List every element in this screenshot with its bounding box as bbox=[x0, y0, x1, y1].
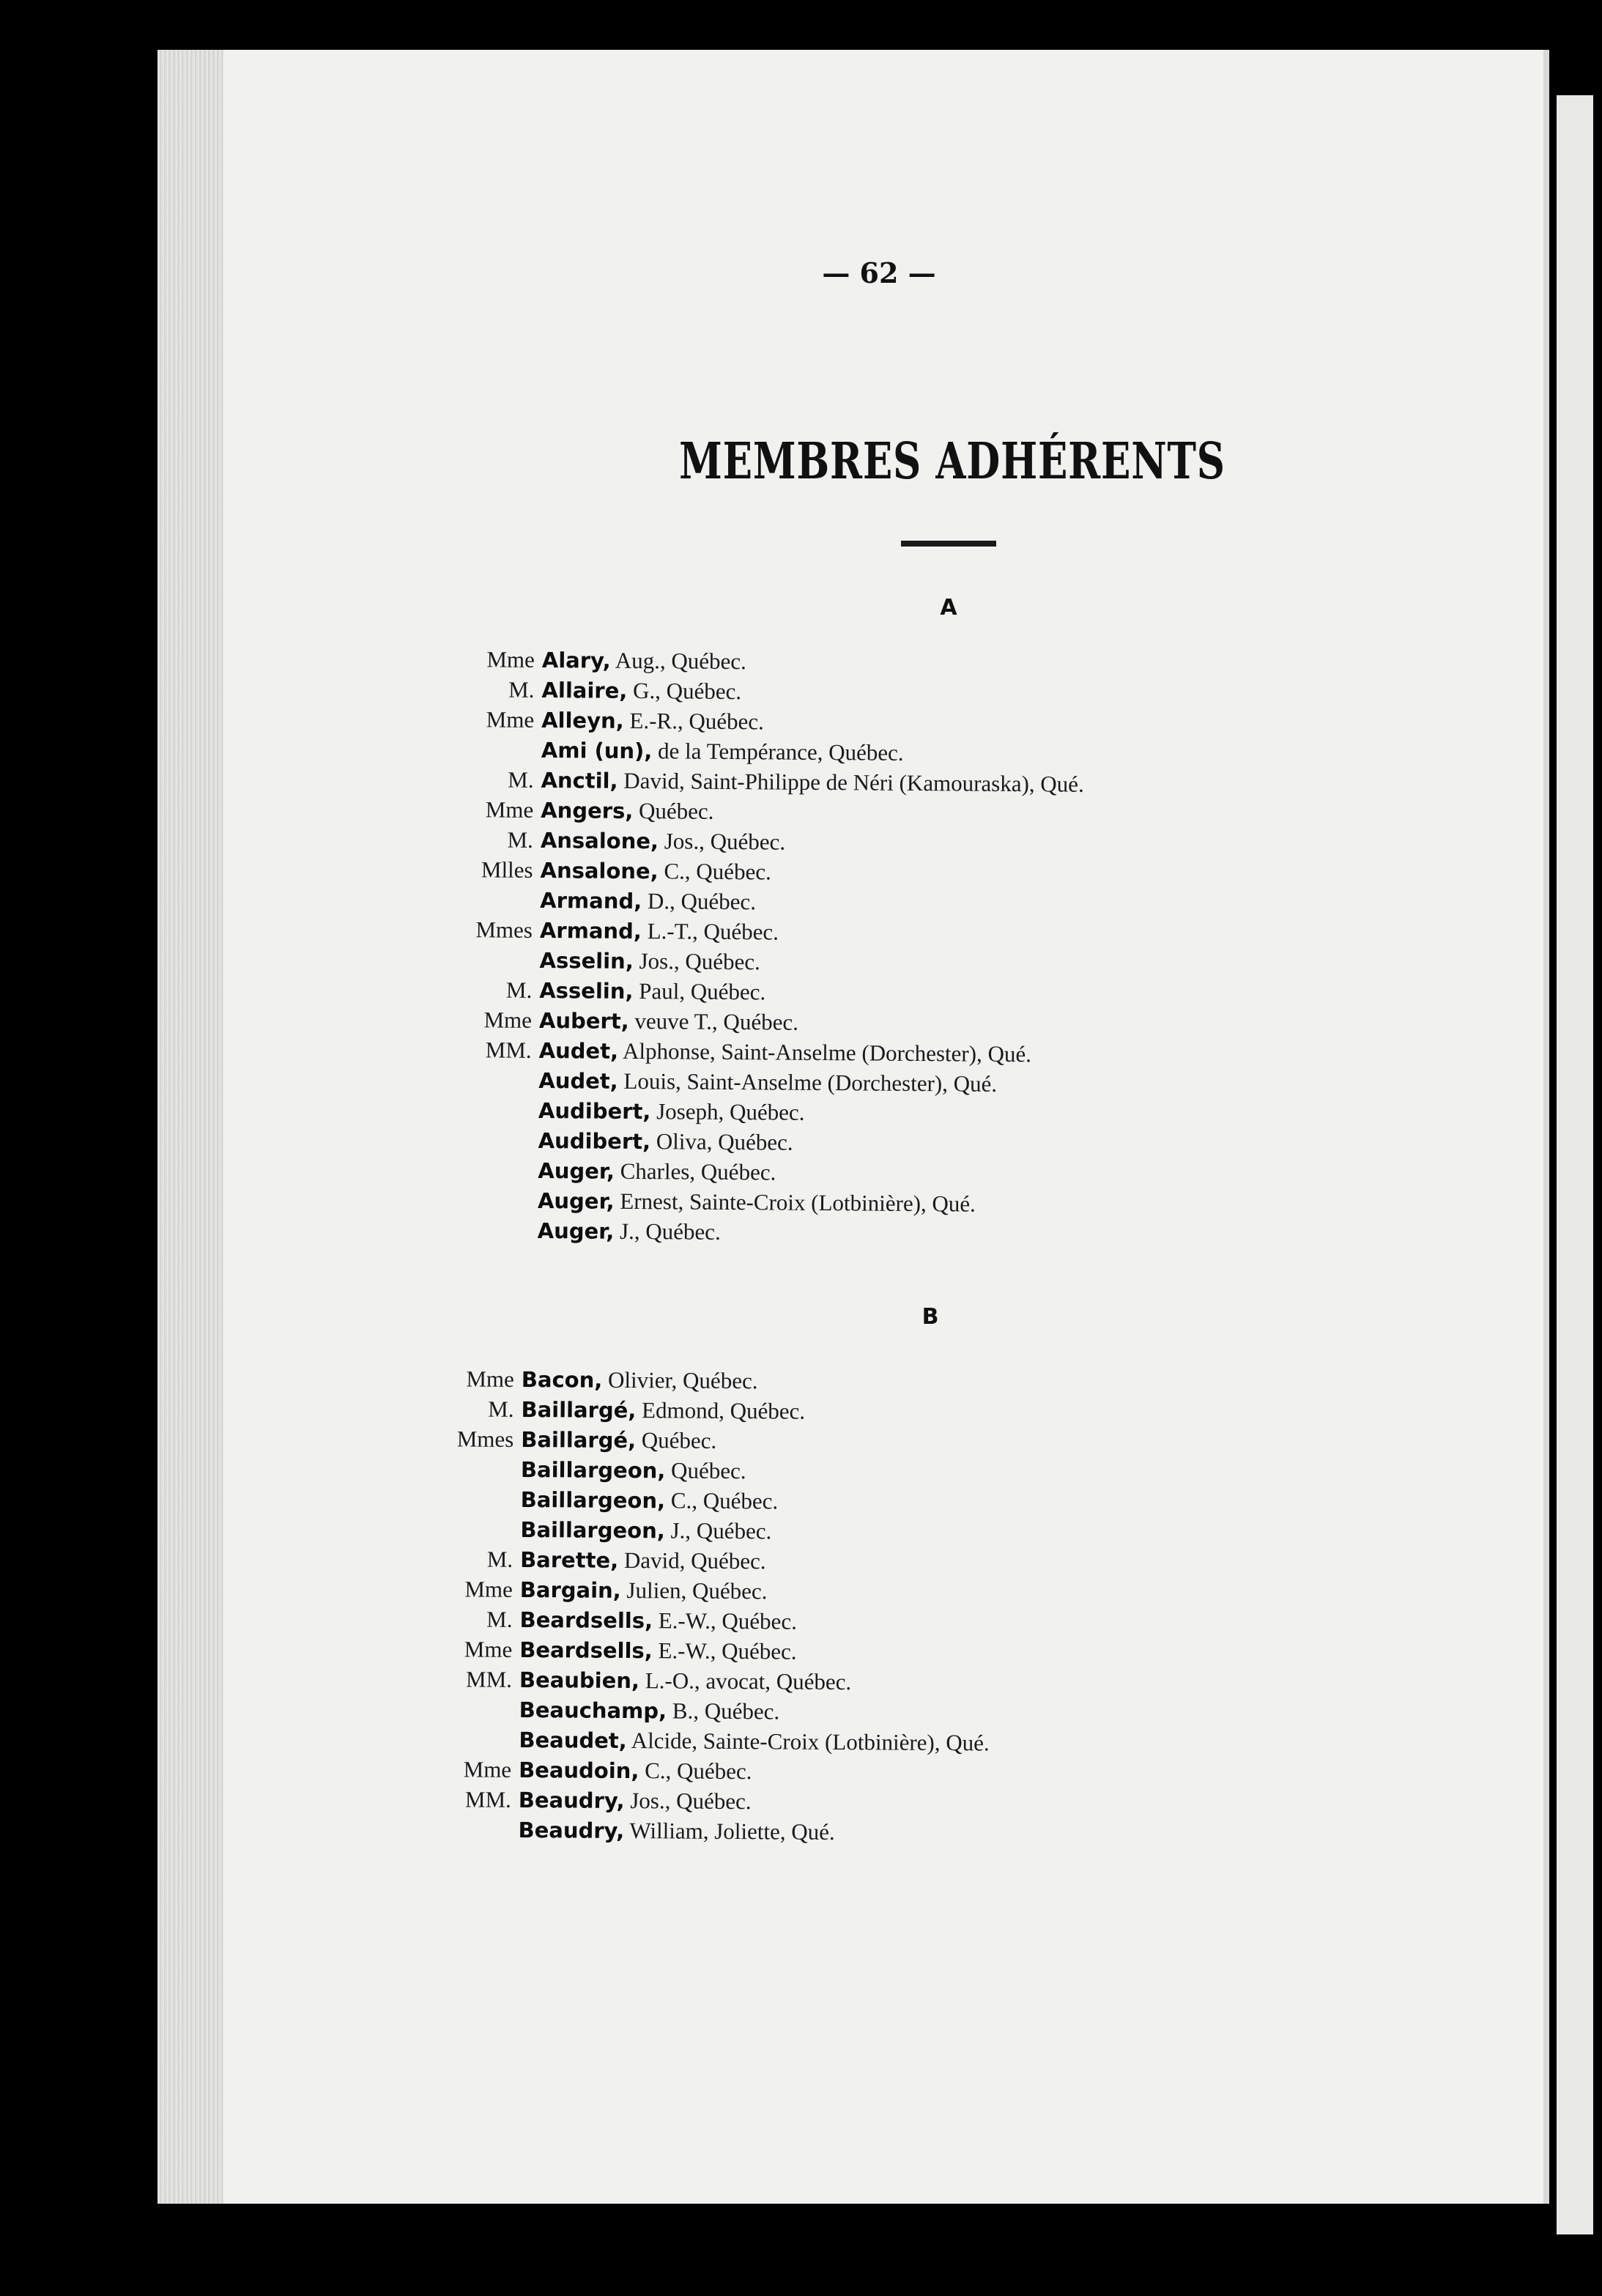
heading-rule bbox=[901, 541, 996, 547]
member-title: M. bbox=[488, 1396, 514, 1422]
member-surname: Bacon, bbox=[521, 1366, 603, 1393]
member-details: Québec. bbox=[635, 1427, 717, 1453]
page-heading: MEMBRES ADHÉRENTS bbox=[679, 432, 1225, 491]
member-entry bbox=[456, 1424, 992, 1457]
member-entry bbox=[538, 1095, 1082, 1130]
member-details: David, Saint-Philippe de Néri (Kamouraska), Qué. bbox=[618, 767, 1084, 797]
member-details: C., Québec. bbox=[658, 858, 771, 885]
member-details: Olivier, Québec. bbox=[602, 1366, 758, 1394]
member-entry bbox=[486, 1604, 990, 1637]
member-surname: Armand, bbox=[540, 887, 642, 914]
member-surname: Baillargeon, bbox=[520, 1456, 666, 1484]
member-surname: Aubert, bbox=[538, 1007, 629, 1034]
member-details: C., Québec. bbox=[639, 1758, 752, 1785]
member-title: M. bbox=[507, 826, 534, 853]
member-details: Alphonse, Saint-Anselme (Dorchester), Qué. bbox=[618, 1037, 1032, 1067]
member-entry bbox=[538, 1185, 1081, 1220]
member-title: Mme bbox=[483, 1007, 533, 1033]
member-title: M. bbox=[486, 1606, 513, 1632]
member-details: Julien, Québec. bbox=[620, 1577, 768, 1604]
member-details: Louis, Saint-Anselme (Dorchester), Qué. bbox=[618, 1067, 998, 1097]
member-surname: Ansalone, bbox=[540, 827, 659, 854]
member-entry bbox=[518, 1815, 989, 1848]
member-entry bbox=[466, 1364, 993, 1397]
member-entry bbox=[481, 855, 1083, 889]
member-entry bbox=[483, 1005, 1083, 1040]
member-title: M. bbox=[508, 676, 535, 703]
member-entry bbox=[538, 1125, 1082, 1160]
member-details: J., Québec. bbox=[664, 1517, 772, 1544]
member-details: E.-W., Québec. bbox=[652, 1637, 797, 1664]
member-surname: Audet, bbox=[538, 1067, 618, 1094]
member-details: G., Québec. bbox=[627, 677, 742, 705]
member-entry bbox=[486, 1544, 991, 1577]
member-surname: Auger, bbox=[538, 1158, 615, 1184]
member-details: Oliva, Québec. bbox=[650, 1128, 793, 1155]
member-details: E.-W., Québec. bbox=[652, 1607, 798, 1634]
member-details: Alcide, Sainte-Croix (Lotbinière), Qué. bbox=[626, 1727, 990, 1756]
member-title: Mme bbox=[464, 1636, 513, 1662]
member-details: D., Québec. bbox=[642, 888, 757, 915]
member-surname: Asselin, bbox=[539, 947, 634, 974]
member-surname: Audibert, bbox=[538, 1127, 651, 1155]
member-title: Mme bbox=[463, 1756, 512, 1782]
member-surname: Auger, bbox=[537, 1188, 615, 1214]
member-details: Joseph, Québec. bbox=[650, 1098, 805, 1125]
member-entry bbox=[520, 1514, 991, 1547]
member-surname: Beaudry, bbox=[518, 1817, 625, 1843]
page-binding-edge bbox=[157, 50, 223, 2204]
member-details: Aug., Québec. bbox=[610, 647, 746, 675]
member-entry bbox=[507, 825, 1084, 859]
member-entry bbox=[488, 1394, 992, 1427]
member-entry bbox=[519, 1695, 990, 1727]
member-entry bbox=[486, 705, 1085, 739]
member-surname: Audet, bbox=[538, 1037, 619, 1064]
member-entry bbox=[519, 1725, 990, 1758]
member-title: M. bbox=[486, 1546, 513, 1572]
member-surname: Beardsells, bbox=[519, 1637, 653, 1664]
member-details: William, Joliette, Qué. bbox=[624, 1817, 835, 1845]
member-list-a bbox=[475, 645, 1086, 1250]
member-entry bbox=[486, 645, 1086, 679]
member-title: MM. bbox=[465, 1666, 513, 1692]
member-surname: Baillargé, bbox=[521, 1396, 637, 1423]
member-details: David, Québec. bbox=[618, 1547, 766, 1574]
member-details: C., Québec. bbox=[664, 1487, 779, 1514]
member-surname: Baillargeon, bbox=[520, 1486, 666, 1514]
member-details: Jos., Québec. bbox=[624, 1787, 752, 1815]
member-surname: Ansalone, bbox=[540, 857, 659, 884]
member-details: de la Tempérance, Québec. bbox=[652, 738, 904, 766]
member-details: Edmond, Québec. bbox=[636, 1397, 806, 1424]
section-letter-a: A bbox=[940, 595, 957, 621]
member-surname: Baillargeon, bbox=[520, 1517, 665, 1544]
member-details: Paul, Québec. bbox=[633, 977, 766, 1005]
page-edge bbox=[1543, 50, 1549, 2204]
member-surname: Anctil, bbox=[541, 767, 618, 793]
member-title: M. bbox=[508, 766, 534, 793]
member-entry bbox=[464, 1634, 990, 1667]
member-entry bbox=[465, 1664, 990, 1697]
member-surname: Asselin, bbox=[539, 977, 634, 1004]
member-surname: Beaudry, bbox=[518, 1787, 625, 1813]
member-title: Mme bbox=[485, 796, 534, 823]
member-details: Ernest, Sainte-Croix (Lotbinière), Qué. bbox=[614, 1188, 976, 1217]
member-surname: Beaudoin, bbox=[519, 1757, 639, 1784]
member-title: Mmes bbox=[475, 916, 533, 943]
member-details: L.-T., Québec. bbox=[641, 918, 779, 945]
member-entry bbox=[464, 1574, 991, 1607]
member-details: Québec. bbox=[665, 1457, 746, 1484]
member-surname: Angers, bbox=[541, 797, 634, 823]
member-surname: Allaire, bbox=[541, 677, 628, 703]
member-surname: Beardsells, bbox=[519, 1607, 653, 1634]
member-title: Mmes bbox=[456, 1426, 514, 1452]
member-list-b bbox=[456, 1364, 992, 1848]
member-entry bbox=[538, 1215, 1081, 1250]
page-number: — 62 — bbox=[822, 256, 936, 289]
member-surname: Bargain, bbox=[519, 1577, 621, 1603]
member-title: Mlles bbox=[481, 856, 533, 883]
member-surname: Beaudet, bbox=[519, 1727, 627, 1754]
member-details: J., Québec. bbox=[614, 1218, 721, 1245]
member-surname: Audibert, bbox=[538, 1097, 651, 1125]
member-entry bbox=[485, 1035, 1082, 1070]
member-entry bbox=[464, 1785, 990, 1818]
member-details: L.-O., avocat, Québec. bbox=[639, 1667, 852, 1695]
member-title: Mme bbox=[464, 1576, 513, 1602]
member-entry bbox=[521, 1484, 992, 1517]
member-title: MM. bbox=[485, 1037, 532, 1063]
section-letter-b: B bbox=[921, 1304, 939, 1330]
member-surname: Armand, bbox=[539, 917, 642, 944]
member-title: Mme bbox=[466, 1366, 514, 1392]
member-details: Québec. bbox=[633, 797, 714, 824]
member-details: Jos., Québec. bbox=[633, 947, 760, 975]
member-details: B., Québec. bbox=[666, 1697, 780, 1725]
member-surname: Auger, bbox=[537, 1218, 615, 1244]
member-entry bbox=[508, 765, 1084, 799]
member-title: MM. bbox=[464, 1786, 511, 1812]
member-title: M. bbox=[505, 977, 533, 1003]
member-surname: Beauchamp, bbox=[519, 1697, 667, 1724]
member-details: veuve T., Québec. bbox=[628, 1007, 799, 1035]
member-entry bbox=[539, 945, 1083, 979]
member-entry bbox=[540, 885, 1083, 919]
member-surname: Barette, bbox=[520, 1547, 619, 1573]
member-details: E.-R., Québec. bbox=[623, 707, 764, 735]
member-entry bbox=[485, 795, 1084, 829]
facing-page-edge bbox=[1557, 95, 1593, 2234]
member-entry bbox=[538, 1065, 1082, 1100]
member-surname: Ami (un), bbox=[541, 737, 653, 764]
member-surname: Baillargé, bbox=[521, 1426, 637, 1453]
member-entry bbox=[538, 1155, 1081, 1190]
member-entry bbox=[463, 1755, 990, 1788]
member-title: Mme bbox=[486, 646, 535, 673]
member-surname: Beaubien, bbox=[519, 1667, 640, 1694]
member-entry bbox=[475, 915, 1083, 949]
member-title: Mme bbox=[486, 706, 535, 733]
member-entry bbox=[505, 975, 1083, 1010]
member-details: Jos., Québec. bbox=[658, 828, 786, 855]
member-surname: Alary, bbox=[541, 647, 611, 673]
member-details: Charles, Québec. bbox=[614, 1158, 776, 1185]
member-surname: Alleyn, bbox=[541, 707, 624, 733]
member-entry bbox=[541, 735, 1085, 769]
member-entry bbox=[508, 675, 1085, 709]
member-entry bbox=[521, 1454, 992, 1487]
